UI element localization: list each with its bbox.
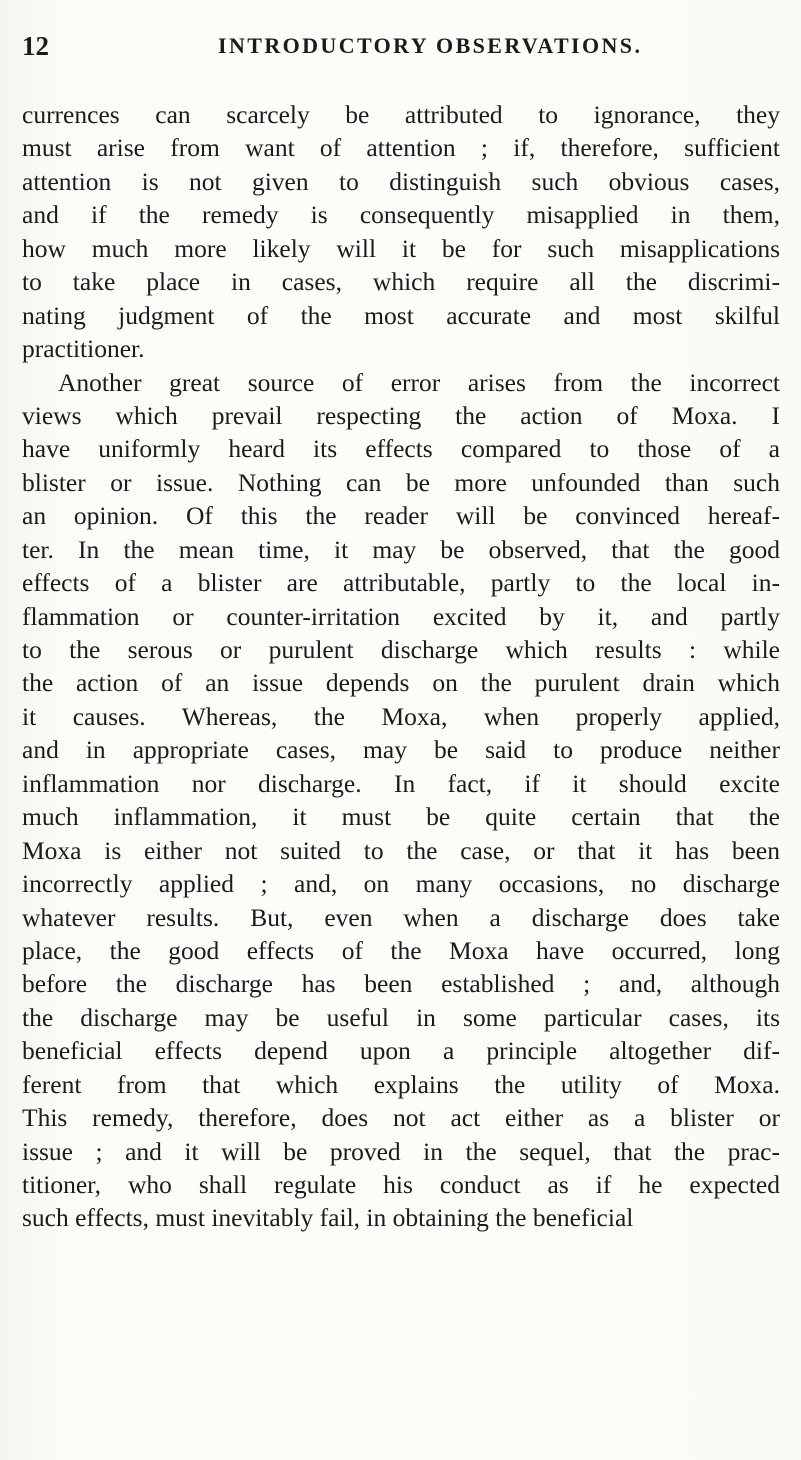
text-line: before the discharge has been established ; and, although [22, 969, 780, 999]
text-line: must arise from want of attention ; if, therefore, sufficient [22, 133, 780, 163]
body-text [22, 98, 780, 1235]
text-line: how much more likely will it be for such misapplications [22, 233, 780, 263]
page-number: 12 [22, 31, 49, 61]
running-head [0, 26, 801, 66]
text-line: whatever results. But, even when a discharge does take [22, 902, 780, 932]
text-line: nating judgment of the most accurate and most skilful [22, 300, 780, 330]
text-line: it causes. Whereas, the Moxa, when properly applied, [22, 701, 780, 731]
text-line-paragraph-end: practitioner. [22, 334, 145, 364]
text-line: titioner, who shall regulate his conduct as if he expected [22, 1170, 780, 1199]
text-line: the action of an issue depends on the purulent drain which [22, 668, 780, 698]
text-line: views which prevail respecting the action of Moxa. I [22, 400, 780, 430]
text-line: blister or issue. Nothing can be more unfounded than such [22, 467, 780, 497]
text-line: flammation or counter-irritation excited by it, and partly [22, 601, 780, 631]
text-line: to the serous or purulent discharge which results : while [22, 635, 780, 664]
text-line-paragraph-start: Another great source of error arises from the incorrect [58, 367, 780, 397]
text-line: attention is not given to distinguish such obvious cases, [22, 166, 780, 196]
text-line: ferent from that which explains the utility of Moxa. [22, 1069, 780, 1099]
text-line: incorrectly applied ; and, on many occasions, no discharge [22, 869, 780, 899]
text-line: an opinion. Of this the reader will be convinced hereaf- [22, 501, 780, 531]
text-line: issue ; and it will be proved in the sequel, that the prac- [22, 1136, 780, 1166]
text-line: This remedy, therefore, does not act either as a blister or [22, 1103, 780, 1133]
text-line: such effects, must inevitably fail, in obtaining the beneficial [22, 1203, 634, 1233]
text-line: and if the remedy is consequently misapplied in them, [22, 200, 780, 230]
text-line: effects of a blister are attributable, partly to the local in- [22, 568, 780, 598]
text-line: inflammation nor discharge. In fact, if it should excite [22, 768, 780, 798]
text-line: place, the good effects of the Moxa have occurred, long [22, 935, 780, 965]
text-line: currences can scarcely be attributed to ignorance, they [22, 100, 780, 129]
text-line: have uniformly heard its effects compared to those of a [22, 434, 780, 464]
text-line: the discharge may be useful in some particular cases, its [22, 1002, 780, 1032]
text-line: Moxa is either not suited to the case, or that it has been [22, 835, 780, 865]
text-line: much inflammation, it must be quite certain that the [22, 802, 780, 832]
text-line: beneficial effects depend upon a principle altogether dif- [22, 1036, 780, 1066]
text-line: and in appropriate cases, may be said to produce neither [22, 735, 780, 765]
text-line: to take place in cases, which require all the discrimi- [22, 267, 780, 297]
text-line: ter. In the mean time, it may be observed, that the good [22, 534, 780, 564]
running-head-title: INTRODUCTORY OBSERVATIONS. [218, 33, 643, 58]
